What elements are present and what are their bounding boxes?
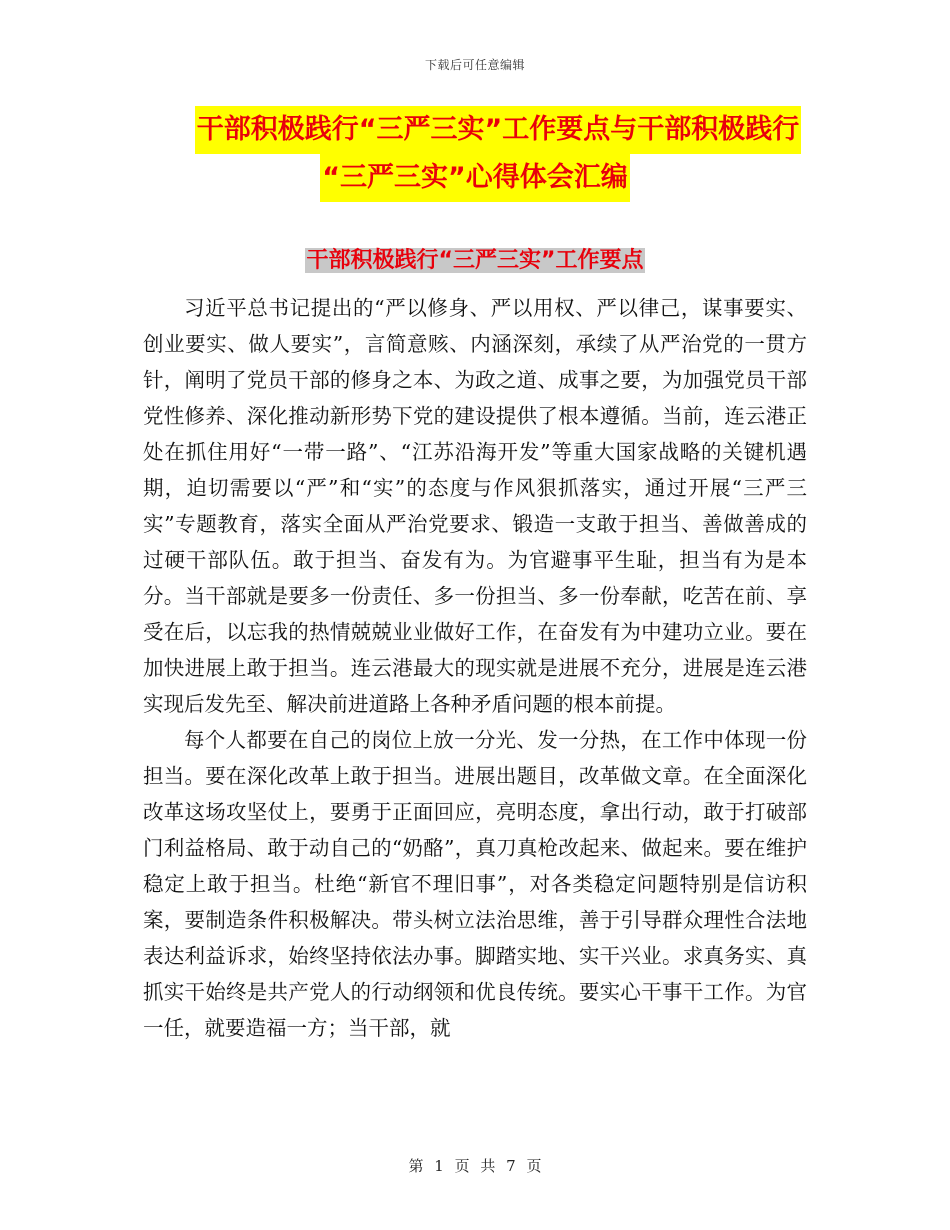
document-title-line-2: “三严三实”心得体会汇编 — [320, 154, 630, 202]
body-paragraph: 每个人都要在自己的岗位上放一分光、发一分热，在工作中体现一份担当。要在深化改革上敢于担当。进展出题目，改革做文章。在全面深化改革这场攻坚仗上，要勇于正面回应，亮明态度，拿出行动，敢于打破部门利益格局、敢于动自己的“奶酪”，真刀真枪改起来、做起来。要在维护稳定上敢于担当。杜绝“新官不理旧事”，对各类稳定问题特别是信访积案，要制造条件积极解决。带头树立法治思维，善于引导群众理性合法地表达利益诉求，始终坚持依法办事。脚踏实地、实干兴业。求真务实、真抓实干始终是共产党人的行动纲领和优良传统。要实心干事干工作。为官一任，就要造福一方；当干部，就 — [143, 728, 807, 1040]
document-title — [0, 106, 950, 202]
document-title-line-1: 干部积极践行“三严三实”工作要点与干部积极践行 — [195, 106, 802, 154]
page-indicator: 第 1 页 共 7 页 — [408, 1157, 542, 1175]
body-paragraph: 习近平总书记提出的“严以修身、严以用权、严以律己，谋事要实、创业要实、做人要实”，言简意赅、内涵深刻，承续了从严治党的一贯方针，阐明了党员干部的修身之本、为政之道、成事之要，为加强党员干部党性修养、深化推动新形势下党的建设提供了根本遵循。当前，连云港正处在抓住用好“一带一路”、“江苏沿海开发”等重大国家战略的关键机遇期，迫切需要以“严”和“实”的态度与作风狠抓落实，通过开展“三严三实”专题教育，落实全面从严治党要求、锻造一支敢于担当、善做善成的过硬干部队伍。敢于担当、奋发有为。为官避事平生耻，担当有为是本分。当干部就是要多一份责任、多一份担当、多一份奉献，吃苦在前、享受在后，以忘我的热情兢兢业业做好工作，在奋发有为中建功立业。要在加快进展上敢于担当。连云港最大的现实就是进展不充分，进展是连云港实现后发先至、解决前进道路上各种矛盾问题的根本前提。 — [143, 296, 807, 716]
header-note: 下载后可任意编辑 — [424, 58, 525, 72]
section-title-text: 干部积极践行“三严三实”工作要点 — [306, 248, 644, 273]
document-body — [143, 290, 807, 1046]
section-title — [0, 244, 950, 278]
